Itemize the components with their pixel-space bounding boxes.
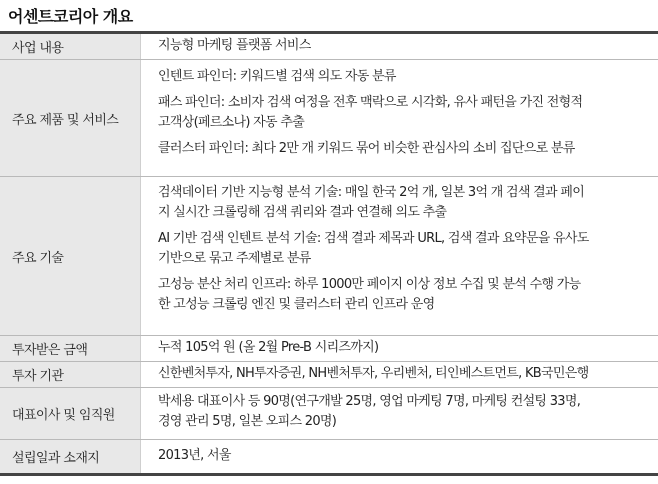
table-row-products: [0, 60, 658, 177]
table-row-technology: [0, 177, 658, 336]
row-label-business: 사업 내용: [0, 34, 141, 59]
content-line: AI 기반 검색 인텐트 분석 기술: 검색 결과 제목과 URL, 검색 결과 요약문을 유사도: [158, 231, 589, 246]
content-line: 클러스터 파인더: 최다 2만 개 키워드 묶어 비슷한 관심사의 소비 집단으로 분류: [158, 141, 575, 156]
table-row-institutions: [0, 362, 658, 388]
table-row-investment: [0, 336, 658, 362]
page-title: 어센트코리아 개요: [8, 7, 133, 26]
row-label-ceo: 대표이사 및 임직원: [0, 388, 141, 439]
row-content-investment: [141, 336, 658, 361]
content-line: 경영 관리 5명, 일본 오피스 20명): [158, 414, 337, 429]
row-label-institutions: 투자 기관: [0, 362, 141, 387]
content-line: 고성능 분산 처리 인프라: 하루 1000만 페이지 이상 정보 수집 및 분석 수행 가능: [158, 277, 581, 292]
product-intent-finder: [158, 67, 652, 87]
row-content-technology: [141, 177, 658, 335]
table-row-business: [0, 34, 658, 60]
row-content-ceo: [141, 388, 658, 439]
table-row-ceo: [0, 388, 658, 440]
content-line: 2013년, 서울: [158, 448, 231, 463]
content-line: 패스 파인더: 소비자 검색 여정을 전후 맥락으로 시각화, 유사 패턴을 가진 전형적: [158, 95, 583, 110]
row-label-founded: 설립일과 소재지: [0, 440, 141, 473]
row-label-technology: 주요 기술: [0, 177, 141, 335]
content-line: 지능형 마케팅 플랫폼 서비스: [158, 38, 311, 53]
product-cluster-finder: [158, 139, 652, 159]
content-line: 인텐트 파인더: 키워드별 검색 의도 자동 분류: [158, 69, 396, 84]
row-content-products: [141, 60, 658, 176]
row-label-products: 주요 제품 및 서비스: [0, 60, 141, 176]
content-line: 기반으로 묶고 주제별로 분류: [158, 251, 311, 266]
row-content-business: [141, 34, 658, 59]
product-path-finder: [158, 93, 652, 133]
content-line: 누적 105억 원 (올 2월 Pre-B 시리즈까지): [158, 340, 379, 355]
content-line: 고객상(페르소나) 자동 추출: [158, 115, 305, 130]
tech-ai-intent-analysis: [158, 229, 652, 269]
content-line: 지 실시간 크롤링해 검색 쿼리와 결과 연결해 의도 추출: [158, 205, 447, 220]
row-label-investment: 투자받은 금액: [0, 336, 141, 361]
content-line: 검색데이터 기반 지능형 분석 기술: 매일 한국 2억 개, 일본 3억 개 검색 결과 페이: [158, 185, 585, 200]
row-content-founded: [141, 440, 658, 473]
table-row-founded: [0, 440, 658, 473]
content-line: 한 고성능 크롤링 엔진 및 클러스터 관리 인프라 운영: [158, 297, 435, 312]
tech-distributed-infra: [158, 275, 652, 315]
content-line: 박세용 대표이사 등 90명(연구개발 25명, 영업 마케팅 7명, 마케팅 컨설팅 33명,: [158, 394, 581, 409]
tech-search-data-analysis: [158, 183, 652, 223]
content-line: 신한벤처투자, NH투자증권, NH벤처투자, 우리벤처, 티인베스트먼트, KB국민은행: [158, 366, 589, 381]
overview-table: [0, 31, 658, 476]
row-content-institutions: [141, 362, 658, 387]
